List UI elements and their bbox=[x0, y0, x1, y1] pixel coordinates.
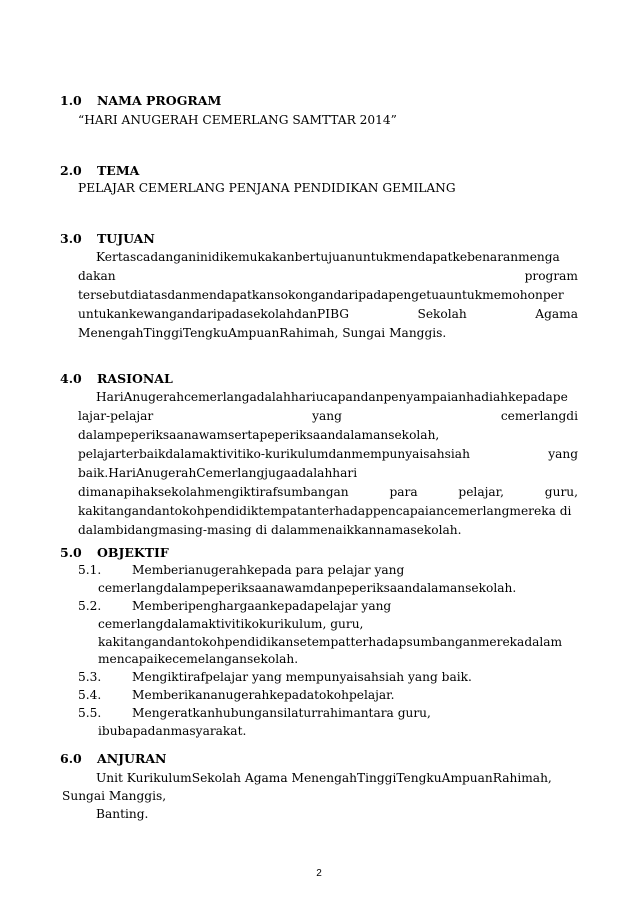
section-number: 4.0 bbox=[60, 371, 82, 386]
section-number: 5.0 bbox=[60, 545, 82, 560]
word: untukankewangandaripadasekolahdanPIBG bbox=[78, 307, 349, 321]
organizer-line: Sungai Manggis, bbox=[62, 789, 167, 803]
objective-text: kakitangandantokohpendidikansetempatterhadapsumbanganmerekadalam bbox=[98, 635, 563, 649]
objective-text: cemerlangdalamaktivitikokurikulum, guru, bbox=[98, 617, 364, 631]
body-line: tersebutdiatasdanmendapatkansokongandaripadapengetuauntukmemohonper bbox=[78, 288, 564, 302]
objective-text: Memberikananugerahkepadatokohpelajar. bbox=[132, 688, 395, 702]
section-number: 6.0 bbox=[60, 751, 82, 766]
objective-number: 5.2. bbox=[78, 599, 102, 613]
section-heading-rasional bbox=[60, 371, 173, 386]
section-number: 2.0 bbox=[60, 163, 82, 178]
organizer-line: Banting. bbox=[96, 807, 149, 821]
section-title: RASIONAL bbox=[97, 371, 173, 386]
section-heading-anjuran bbox=[60, 751, 166, 766]
objective-number: 5.5. bbox=[78, 706, 102, 720]
objective-text: ibubapadanmasyarakat. bbox=[98, 724, 247, 738]
body-line: Kertascadanganinidikemukakanbertujuanuntukmendapatkebenaranmenga bbox=[96, 250, 560, 264]
objective-text: Memberianugerahkepada para pelajar yang bbox=[132, 563, 405, 577]
theme-text: PELAJAR CEMERLANG PENJANA PENDIDIKAN GEMILANG bbox=[78, 181, 456, 195]
word: pelajarterbaikdalamaktivitiko-kurikulumdanmempunyaisahsiah bbox=[78, 447, 470, 461]
section-heading-tema bbox=[60, 163, 139, 178]
objective-text: Memberipenghargaankepadapelajar yang bbox=[132, 599, 392, 613]
program-name-text: “HARI ANUGERAH CEMERLANG SAMTTAR 2014” bbox=[78, 113, 397, 127]
body-line bbox=[78, 408, 578, 424]
body-line: kakitangandantokohpendidiktempatanterhadappencapaiancemerlangmereka di bbox=[78, 504, 572, 518]
body-line: baik.HariAnugerahCemerlangjugaadalahhari bbox=[78, 466, 358, 480]
objective-text: mencapaikecemelangansekolah. bbox=[98, 652, 299, 666]
objective-number: 5.3. bbox=[78, 670, 102, 684]
word: lajar-pelajar bbox=[78, 409, 154, 423]
section-number: 1.0 bbox=[60, 93, 82, 108]
word: Sekolah bbox=[417, 307, 467, 321]
body-line bbox=[78, 306, 578, 322]
section-title: TEMA bbox=[97, 163, 140, 178]
word: dakan bbox=[78, 269, 116, 283]
objective-item bbox=[78, 562, 404, 578]
body-line bbox=[78, 484, 578, 500]
word: dimanapihaksekolahmengiktirafsumbangan bbox=[78, 485, 349, 499]
body-line: dalambidangmasing-masing di dalammenaikkannamasekolah. bbox=[78, 523, 462, 537]
section-number: 3.0 bbox=[60, 231, 82, 246]
objective-number: 5.4. bbox=[78, 688, 102, 702]
objective-text: Mengeratkanhubungansilaturrahimantara guru, bbox=[132, 706, 431, 720]
objective-item bbox=[78, 669, 472, 685]
objective-text: cemerlangdalampeperiksaanawamdanpeperiksaandalamansekolah. bbox=[98, 581, 517, 595]
objective-item bbox=[78, 598, 391, 614]
word: yang bbox=[312, 409, 342, 423]
section-title: ANJURAN bbox=[97, 751, 167, 766]
section-title: OBJEKTIF bbox=[97, 545, 169, 560]
objective-text: Mengiktirafpelajar yang mempunyaisahsiah yang baik. bbox=[132, 670, 472, 684]
section-heading-objektif bbox=[60, 545, 169, 560]
page-number: 2 bbox=[316, 868, 322, 879]
body-line bbox=[78, 446, 578, 462]
objective-item bbox=[78, 705, 431, 721]
section-title: NAMA PROGRAM bbox=[97, 93, 222, 108]
word: para bbox=[389, 485, 418, 499]
word: program bbox=[524, 269, 578, 283]
word: pelajar, bbox=[458, 485, 504, 499]
word: yang bbox=[548, 447, 578, 461]
word: guru, bbox=[544, 485, 578, 499]
word: cemerlangdi bbox=[500, 409, 578, 423]
body-line: dalampeperiksaanawamsertapeperiksaandalamansekolah, bbox=[78, 428, 440, 442]
section-heading-nama-program bbox=[60, 93, 221, 108]
organizer-line: Unit KurikulumSekolah Agama MenengahTinggiTengkuAmpuanRahimah, bbox=[96, 771, 552, 785]
body-line: HariAnugerahcemerlangadalahhariucapandanpenyampaianhadiahkepadape bbox=[96, 390, 568, 404]
word: Agama bbox=[535, 307, 578, 321]
section-heading-tujuan bbox=[60, 231, 155, 246]
body-line: MenengahTinggiTengkuAmpuanRahimah, Sungai Manggis. bbox=[78, 326, 447, 340]
section-title: TUJUAN bbox=[97, 231, 155, 246]
objective-item bbox=[78, 687, 395, 703]
objective-number: 5.1. bbox=[78, 563, 102, 577]
body-line bbox=[78, 268, 578, 284]
